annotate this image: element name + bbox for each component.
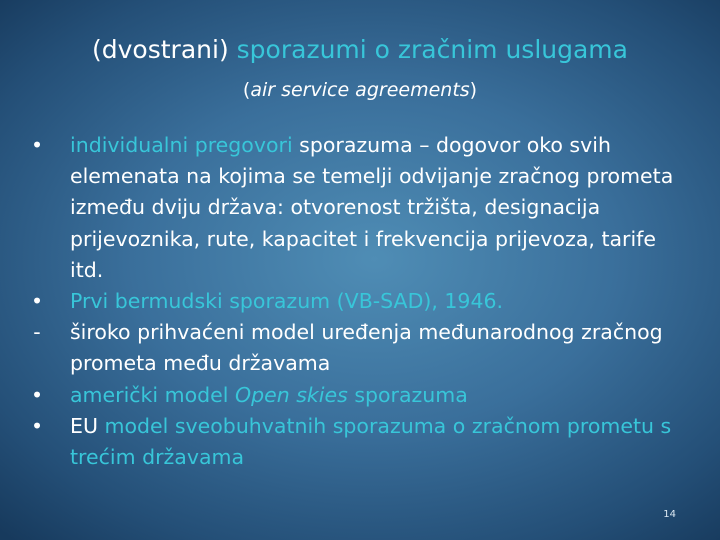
slide-title bbox=[0, 32, 720, 68]
bullet-italic: Open skies bbox=[234, 382, 348, 407]
title-part-2: sporazumi o zračnim uslugama bbox=[236, 35, 628, 64]
bullet-item-negotiations bbox=[30, 130, 690, 286]
title-part-1: (dvostrani) bbox=[92, 35, 237, 64]
subtitle-close-paren: ) bbox=[469, 79, 478, 101]
bullet-highlight-pre: američki model bbox=[70, 382, 235, 407]
dash-item-model bbox=[30, 317, 690, 379]
page-number: 14 bbox=[663, 509, 676, 520]
slide-subtitle bbox=[0, 76, 720, 104]
dash-marker: - bbox=[33, 320, 41, 345]
bullet-marker: • bbox=[30, 382, 44, 407]
bullet-marker: • bbox=[30, 133, 44, 157]
bullet-highlight: model sveobuhvatnih sporazuma o zračnom prometu s trećim državama bbox=[70, 413, 672, 470]
bullet-marker: • bbox=[30, 413, 44, 438]
dash-text: široko prihvaćeni model uređenja međunarodnog zračnog prometa među državama bbox=[70, 320, 663, 376]
subtitle-text: air service agreements bbox=[250, 79, 470, 101]
bullet-marker: • bbox=[30, 289, 44, 314]
bullet-highlight: Prvi bermudski sporazum (VB-SAD), 1946. bbox=[70, 289, 504, 314]
bullet-highlight-post: sporazuma bbox=[347, 382, 468, 407]
bullet-text: sporazuma – dogovor oko svih elemenata na kojima se temelji odvijanje zračnog prometa između dviju država: otvorenost tržišta, designacija prijevoznika, rute, kapacitet i frekvencija prijevoza, tarife itd. bbox=[70, 133, 674, 282]
bullet-highlight: individualni pregovori bbox=[70, 133, 293, 157]
bullet-list bbox=[30, 130, 690, 473]
bullet-item-open-skies bbox=[30, 380, 690, 411]
subtitle-open-paren: ( bbox=[242, 79, 251, 101]
bullet-item-bermuda bbox=[30, 286, 690, 317]
bullet-item-eu bbox=[30, 411, 690, 473]
bullet-text-pre: EU bbox=[70, 413, 105, 438]
